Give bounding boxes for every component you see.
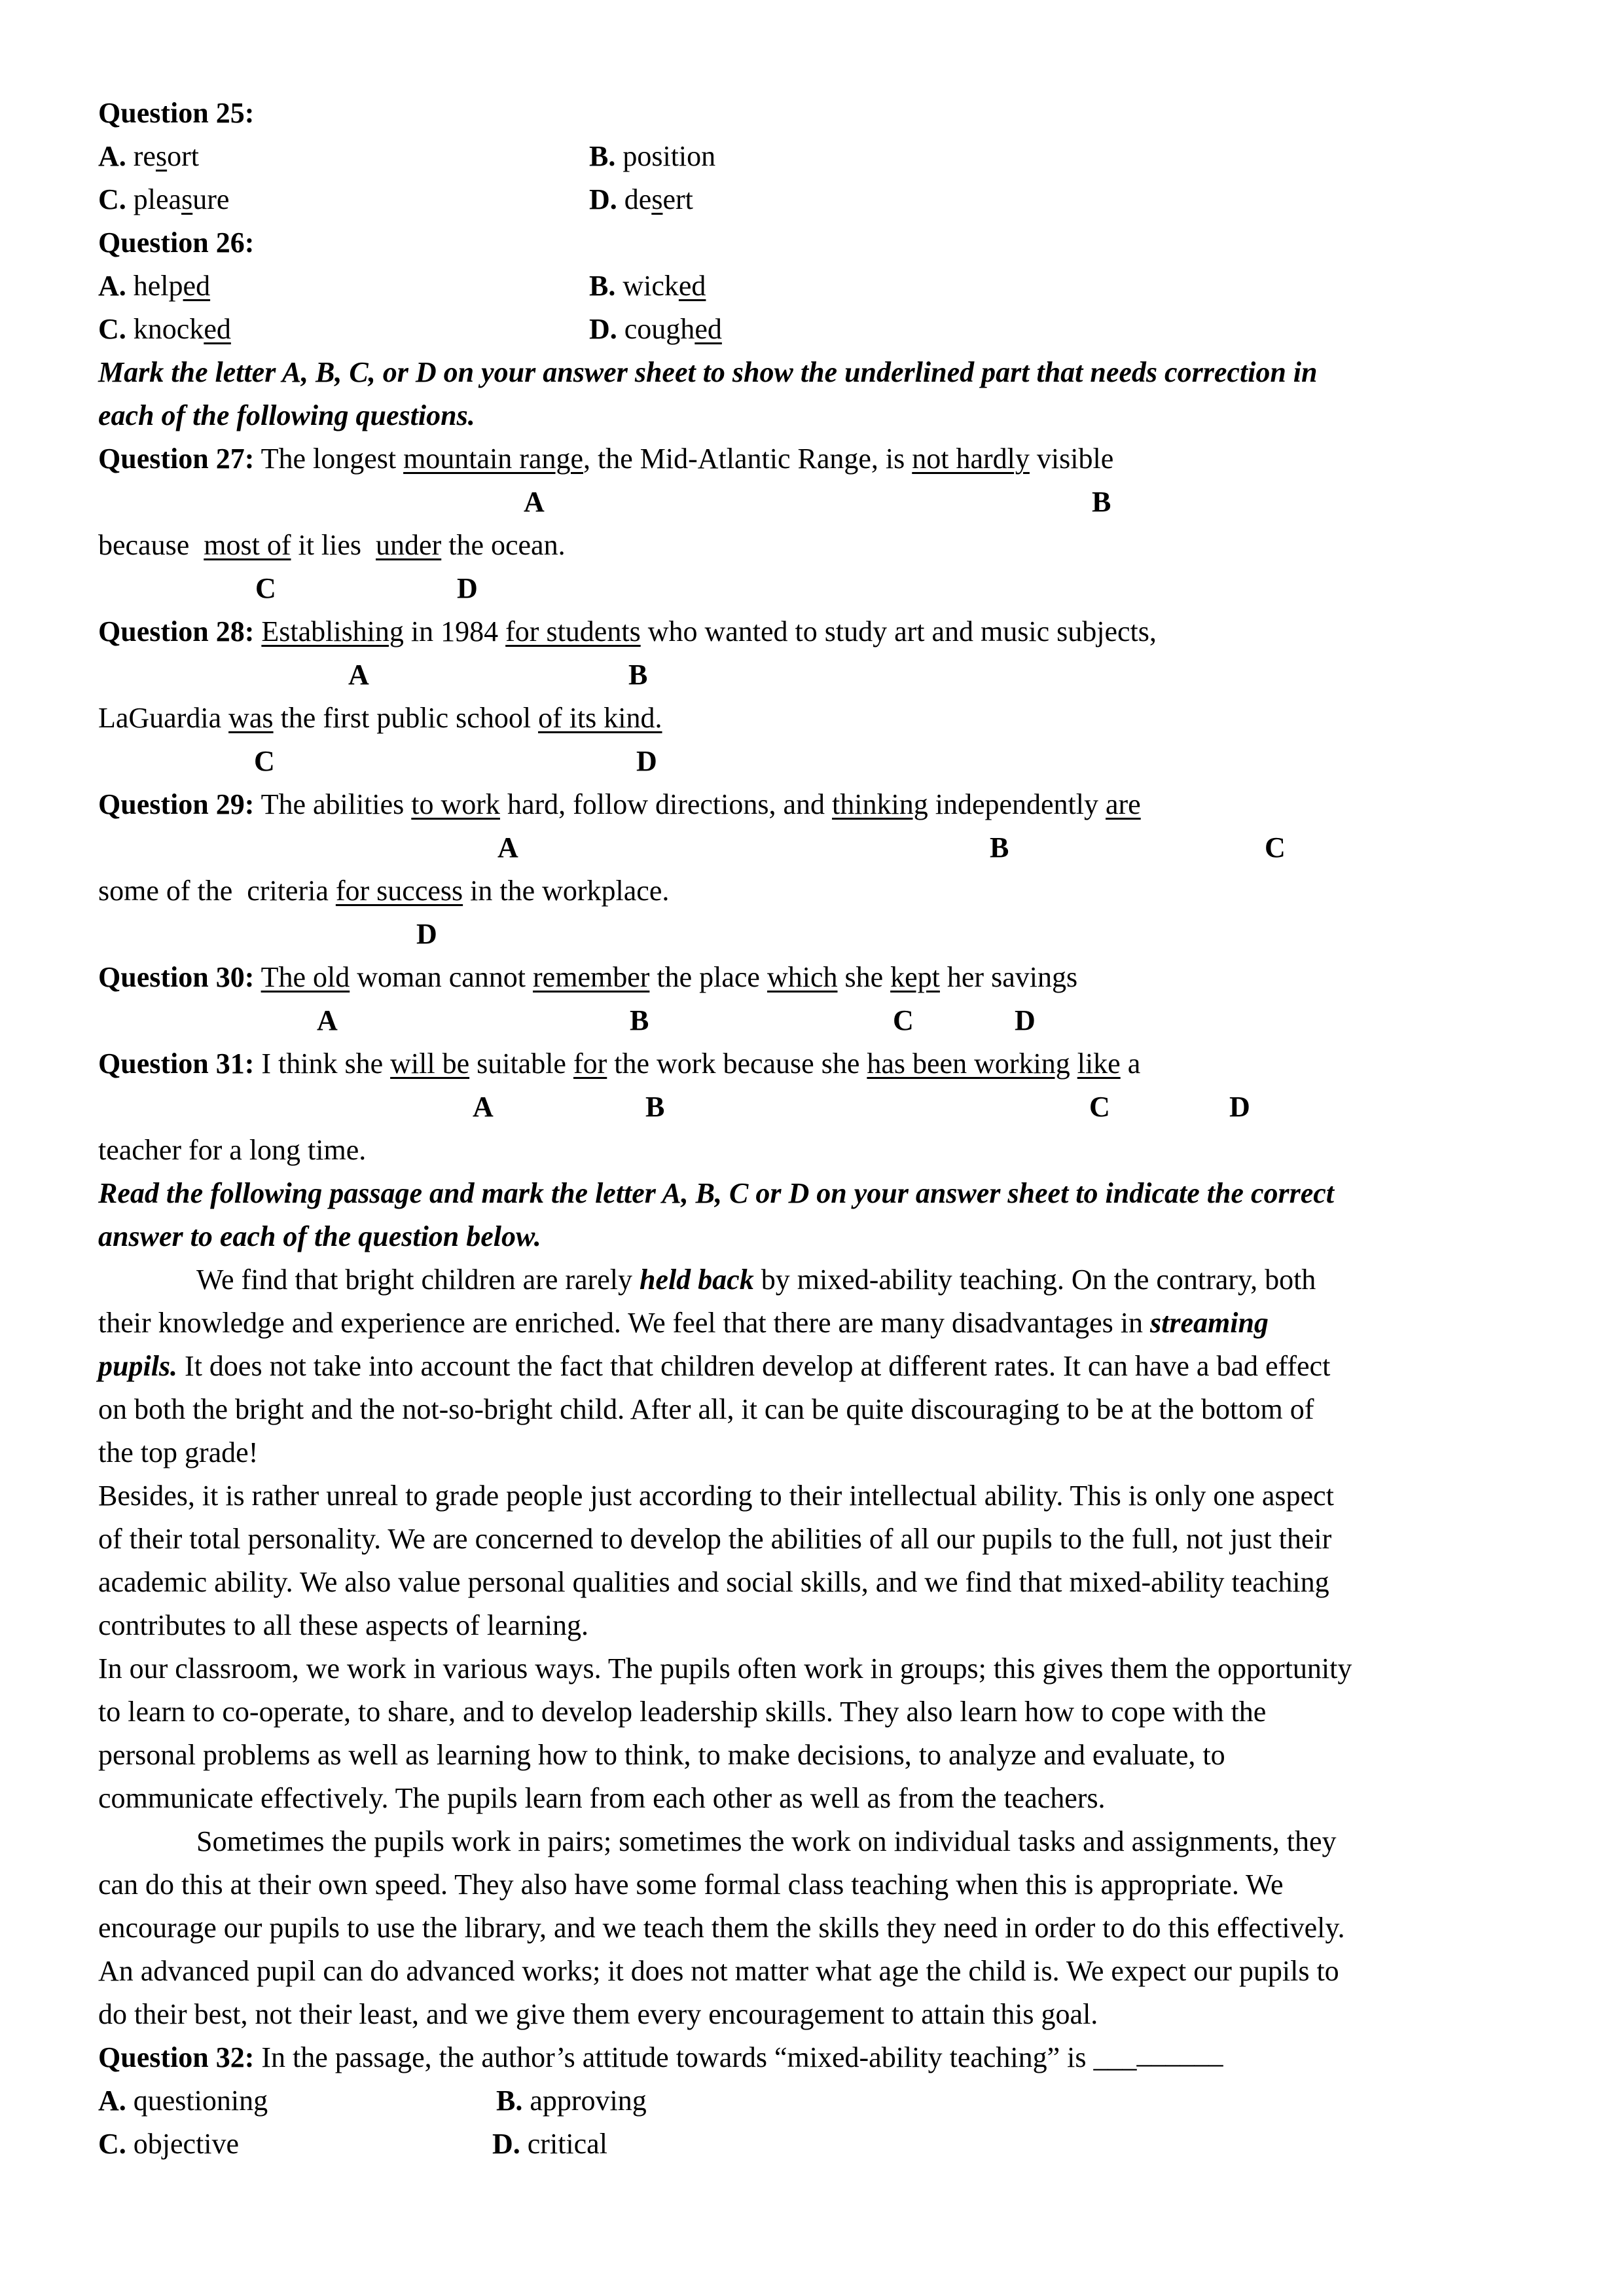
sentence-text: because xyxy=(98,529,204,561)
question-label: Question 29: xyxy=(98,788,255,820)
option-text: re xyxy=(126,140,156,172)
sentence-text: independently xyxy=(928,788,1106,820)
sentence-text: in the workplace. xyxy=(463,875,670,907)
sentence-text: The abilities xyxy=(254,788,412,820)
sentence-text: LaGuardia xyxy=(98,702,229,734)
answer-letter-c[interactable]: C xyxy=(254,745,275,777)
passage-p4-line xyxy=(196,1820,1336,1863)
instruction-text: each of the following questions. xyxy=(98,399,475,431)
underlined-part: are xyxy=(1106,788,1141,820)
underlined-part: not hardly xyxy=(912,443,1030,475)
instruction-text: Mark the letter A, B, C, or D on your answer sheet to show the underlined part that needs correction in xyxy=(98,356,1318,388)
q27-line-2 xyxy=(98,524,566,567)
passage-text: communicate effectively. The pupils learn from each other as well as from the teachers. xyxy=(98,1782,1106,1814)
underlined-part: remember xyxy=(533,961,650,993)
passage-text: the top grade! xyxy=(98,1436,259,1468)
answer-letter-a[interactable]: A xyxy=(317,1004,338,1036)
instruction-correction-line-1 xyxy=(98,351,1318,394)
sentence-text: the first public school xyxy=(273,702,539,734)
option-underlined-part: s xyxy=(651,183,663,215)
option-letter: D. xyxy=(589,313,617,345)
blank-segment: ______ xyxy=(1136,2037,1223,2069)
underlined-part: for success xyxy=(335,875,463,907)
option-d[interactable] xyxy=(589,313,722,345)
question-text: In the passage, the author’s attitude towards “mixed-ability teaching” is xyxy=(254,2041,1094,2073)
passage-p3-line xyxy=(98,1690,1266,1734)
blank-segment: ___ xyxy=(1093,2041,1137,2073)
sentence-text: her savings xyxy=(939,961,1078,993)
passage-p2-line xyxy=(98,1604,588,1647)
option-column-2 xyxy=(589,308,722,351)
q28-line-1 xyxy=(98,610,1157,653)
option-d[interactable] xyxy=(589,183,693,215)
sentence-text: teacher for a long time. xyxy=(98,1134,367,1166)
option-underlined-part: ed xyxy=(695,313,722,345)
answer-letter-a[interactable]: A xyxy=(524,486,545,518)
q28-line-2 xyxy=(98,697,662,740)
option-letter: B. xyxy=(589,140,616,172)
passage-p1-line xyxy=(98,1388,1314,1431)
underlined-part: has been working xyxy=(867,1048,1070,1080)
underlined-part: for xyxy=(573,1048,607,1080)
answer-letter-d[interactable]: D xyxy=(1015,1004,1036,1036)
question-label: Question 26: xyxy=(98,227,255,259)
passage-p3-line xyxy=(98,1777,1106,1820)
option-underlined-part: ed xyxy=(204,313,231,345)
passage-text: academic ability. We also value personal qualities and social skills, and we find that mixed-ability teaching xyxy=(98,1566,1329,1598)
underlined-part: The old xyxy=(261,961,350,993)
question-25-options-row xyxy=(98,178,693,221)
option-letter: C. xyxy=(98,2128,126,2160)
option-letter: A. xyxy=(98,270,126,302)
sentence-text: the place xyxy=(649,961,767,993)
question-32-options-row xyxy=(98,2123,607,2166)
passage-p2-line xyxy=(98,1518,1331,1561)
option-a[interactable] xyxy=(98,140,199,172)
instruction-reading-line-1 xyxy=(98,1172,1334,1215)
option-letter: A. xyxy=(98,2085,126,2117)
passage-p2-line xyxy=(98,1561,1329,1604)
passage-p1-line xyxy=(98,1431,258,1474)
answer-letter-b[interactable]: B xyxy=(990,831,1009,864)
option-underlined-part: s xyxy=(155,140,168,172)
option-column-2 xyxy=(589,264,706,308)
answer-letter-d[interactable]: D xyxy=(416,918,437,950)
passage-p3-line xyxy=(98,1647,1352,1690)
option-letter: D. xyxy=(589,183,617,215)
passage-text: It does not take into account the fact that children develop at different rates. It can have a bad effect xyxy=(177,1350,1331,1382)
answer-letter-b[interactable]: B xyxy=(645,1091,665,1123)
sentence-text: visible xyxy=(1029,443,1114,475)
passage-text: encourage our pupils to use the library, and we teach them the skills they need in order to do this effectively. xyxy=(98,1912,1345,1944)
question-25-title xyxy=(98,92,254,135)
sentence-text xyxy=(254,961,261,993)
option-text: ure xyxy=(192,183,230,215)
passage-p3-line xyxy=(98,1734,1225,1777)
answer-letter-a[interactable]: A xyxy=(348,659,369,691)
option-text: plea xyxy=(126,183,182,215)
passage-text: Sometimes the pupils work in pairs; sometimes the work on individual tasks and assignments, they xyxy=(196,1825,1337,1857)
option-c[interactable] xyxy=(98,313,231,345)
q27-line-1 xyxy=(98,437,1113,481)
option-underlined-part: ed xyxy=(678,270,706,302)
sentence-text: a xyxy=(1120,1048,1141,1080)
option-text: critical xyxy=(520,2128,607,2160)
underlined-part: kept xyxy=(890,961,940,993)
sentence-text: woman cannot xyxy=(350,961,533,993)
passage-text: We find that bright children are rarely xyxy=(196,1264,640,1296)
passage-p1-line xyxy=(196,1258,1316,1302)
option-text: ert xyxy=(662,183,693,215)
passage-p1-line xyxy=(98,1302,1269,1345)
passage-p1-line xyxy=(98,1345,1330,1388)
passage-text: their knowledge and experience are enriched. We feel that there are many disadvantages in xyxy=(98,1307,1151,1339)
emphasized-phrase: streaming xyxy=(1150,1307,1269,1339)
option-text: knock xyxy=(126,313,204,345)
passage-text: do their best, not their least, and we give them every encouragement to attain this goal. xyxy=(98,1998,1098,2030)
underlined-part: will be xyxy=(390,1048,470,1080)
question-label: Question 30: xyxy=(98,961,255,993)
passage-text: to learn to co-operate, to share, and to develop leadership skills. They also learn how to cope with the xyxy=(98,1696,1267,1728)
option-b[interactable] xyxy=(496,2079,647,2123)
sentence-text: some of the criteria xyxy=(98,875,336,907)
option-a[interactable] xyxy=(98,270,210,302)
option-letter: A. xyxy=(98,140,126,172)
q29-line-1 xyxy=(98,783,1141,826)
option-text: de xyxy=(617,183,652,215)
answer-letter-b[interactable]: B xyxy=(628,659,648,691)
option-c[interactable] xyxy=(98,183,229,215)
underlined-part: under xyxy=(376,529,442,561)
option-text: approving xyxy=(522,2085,647,2117)
passage-p4-line xyxy=(98,1993,1098,2036)
passage-text: contributes to all these aspects of learning. xyxy=(98,1609,588,1641)
option-column-2 xyxy=(589,178,693,221)
sentence-text xyxy=(1070,1048,1077,1080)
q31-line-1 xyxy=(98,1042,1140,1085)
sentence-text: she xyxy=(837,961,891,993)
option-underlined-part: s xyxy=(181,183,193,215)
question-label: Question 32: xyxy=(98,2041,255,2073)
underlined-part: for students xyxy=(505,615,641,647)
answer-letter-b[interactable]: B xyxy=(630,1004,649,1036)
question-label: Question 27: xyxy=(98,443,255,475)
answer-letter-d[interactable]: D xyxy=(636,745,657,777)
option-text: help xyxy=(126,270,183,302)
passage-p4-line xyxy=(98,1863,1284,1906)
question-label: Question 31: xyxy=(98,1048,255,1080)
passage-text: personal problems as well as learning how to think, to make decisions, to analyze and evaluate, to xyxy=(98,1739,1225,1771)
answer-letter-a[interactable]: A xyxy=(497,831,518,864)
question-label: Question 28: xyxy=(98,615,255,647)
answer-letter-d[interactable]: D xyxy=(457,572,478,604)
option-text: ort xyxy=(167,140,199,172)
emphasized-phrase: held back xyxy=(639,1264,754,1296)
underlined-part: of its kind. xyxy=(538,702,662,734)
underlined-part: was xyxy=(228,702,274,734)
underlined-part: which xyxy=(767,961,838,993)
option-letter: D. xyxy=(492,2128,520,2160)
underlined-part: mountain range xyxy=(403,443,583,475)
passage-p4-line xyxy=(98,1906,1344,1950)
underlined-part: most of xyxy=(204,529,291,561)
question-26-options-row xyxy=(98,264,706,308)
option-letter: C. xyxy=(98,183,126,215)
sentence-text: it lies xyxy=(291,529,376,561)
sentence-text: who wanted to study art and music subjects, xyxy=(640,615,1157,647)
question-32-line xyxy=(98,2036,1223,2079)
q31-line-2 xyxy=(98,1129,366,1172)
option-letter: B. xyxy=(589,270,616,302)
passage-text: by mixed-ability teaching. On the contrary, both xyxy=(753,1264,1316,1296)
option-c[interactable] xyxy=(98,2128,239,2160)
answer-blank[interactable] xyxy=(1094,2037,1223,2073)
q29-line-2 xyxy=(98,869,669,913)
option-b[interactable] xyxy=(589,140,715,172)
sentence-text: suitable xyxy=(469,1048,573,1080)
sentence-text: , the Mid-Atlantic Range, is xyxy=(583,443,912,475)
question-label: Question 25: xyxy=(98,97,255,129)
option-d[interactable] xyxy=(492,2123,607,2166)
passage-text: In our classroom, we work in various ways. The pupils often work in groups; this gives them the opportunity xyxy=(98,1652,1352,1685)
sentence-text: I think she xyxy=(254,1048,391,1080)
sentence-text: in 1984 xyxy=(403,615,506,647)
question-26-options-row xyxy=(98,308,722,351)
answer-letter-c[interactable]: C xyxy=(1089,1091,1110,1123)
question-26-title xyxy=(98,221,254,264)
answer-letter-a[interactable]: A xyxy=(473,1091,494,1123)
question-32-options-row xyxy=(98,2079,647,2123)
passage-text: Besides, it is rather unreal to grade people just according to their intellectual ability. This is only one aspect xyxy=(98,1480,1334,1512)
option-column-2 xyxy=(589,135,715,178)
passage-text: on both the bright and the not-so-bright child. After all, it can be quite discouraging to be at the bottom of xyxy=(98,1393,1314,1425)
passage-text: An advanced pupil can do advanced works; it does not matter what age the child is. We expect our pupils to xyxy=(98,1955,1339,1987)
instruction-correction-line-2 xyxy=(98,394,475,437)
option-text: objective xyxy=(126,2128,240,2160)
option-text: questioning xyxy=(126,2085,268,2117)
answer-letter-c[interactable]: C xyxy=(893,1004,914,1036)
underlined-part: like xyxy=(1077,1048,1121,1080)
underlined-part: to work xyxy=(411,788,500,820)
option-text: wick xyxy=(615,270,679,302)
passage-text: of their total personality. We are concerned to develop the abilities of all our pupils to the full, not just their xyxy=(98,1523,1332,1555)
question-25-options-row xyxy=(98,135,716,178)
instruction-text: answer to each of the question below. xyxy=(98,1220,541,1252)
option-b[interactable] xyxy=(589,270,706,302)
instruction-text: Read the following passage and mark the letter A, B, C or D on your answer sheet to indicate the correct xyxy=(98,1177,1335,1209)
answer-letter-c[interactable]: C xyxy=(255,572,276,604)
option-a[interactable] xyxy=(98,2085,268,2117)
passage-text: can do this at their own speed. They also have some formal class teaching when this is appropriate. We xyxy=(98,1868,1284,1901)
option-letter: B. xyxy=(496,2085,523,2117)
answer-letter-b[interactable]: B xyxy=(1092,486,1111,518)
option-text: position xyxy=(615,140,716,172)
answer-letter-d[interactable]: D xyxy=(1229,1091,1250,1123)
answer-letter-c[interactable]: C xyxy=(1265,831,1286,864)
option-underlined-part: ed xyxy=(183,270,211,302)
underlined-part: Establishing xyxy=(261,615,404,647)
passage-p4-line xyxy=(98,1950,1339,1993)
sentence-text: The longest xyxy=(254,443,404,475)
emphasized-phrase: pupils. xyxy=(98,1350,178,1382)
option-letter: C. xyxy=(98,313,126,345)
option-text: cough xyxy=(617,313,695,345)
passage-p2-line xyxy=(98,1474,1334,1518)
sentence-text: the ocean. xyxy=(441,529,566,561)
underlined-part: thinking xyxy=(832,788,928,820)
sentence-text: hard, follow directions, and xyxy=(499,788,833,820)
q30-line-1 xyxy=(98,956,1077,999)
sentence-text: the work because she xyxy=(607,1048,867,1080)
instruction-reading-line-2 xyxy=(98,1215,541,1258)
sentence-text xyxy=(254,615,261,647)
